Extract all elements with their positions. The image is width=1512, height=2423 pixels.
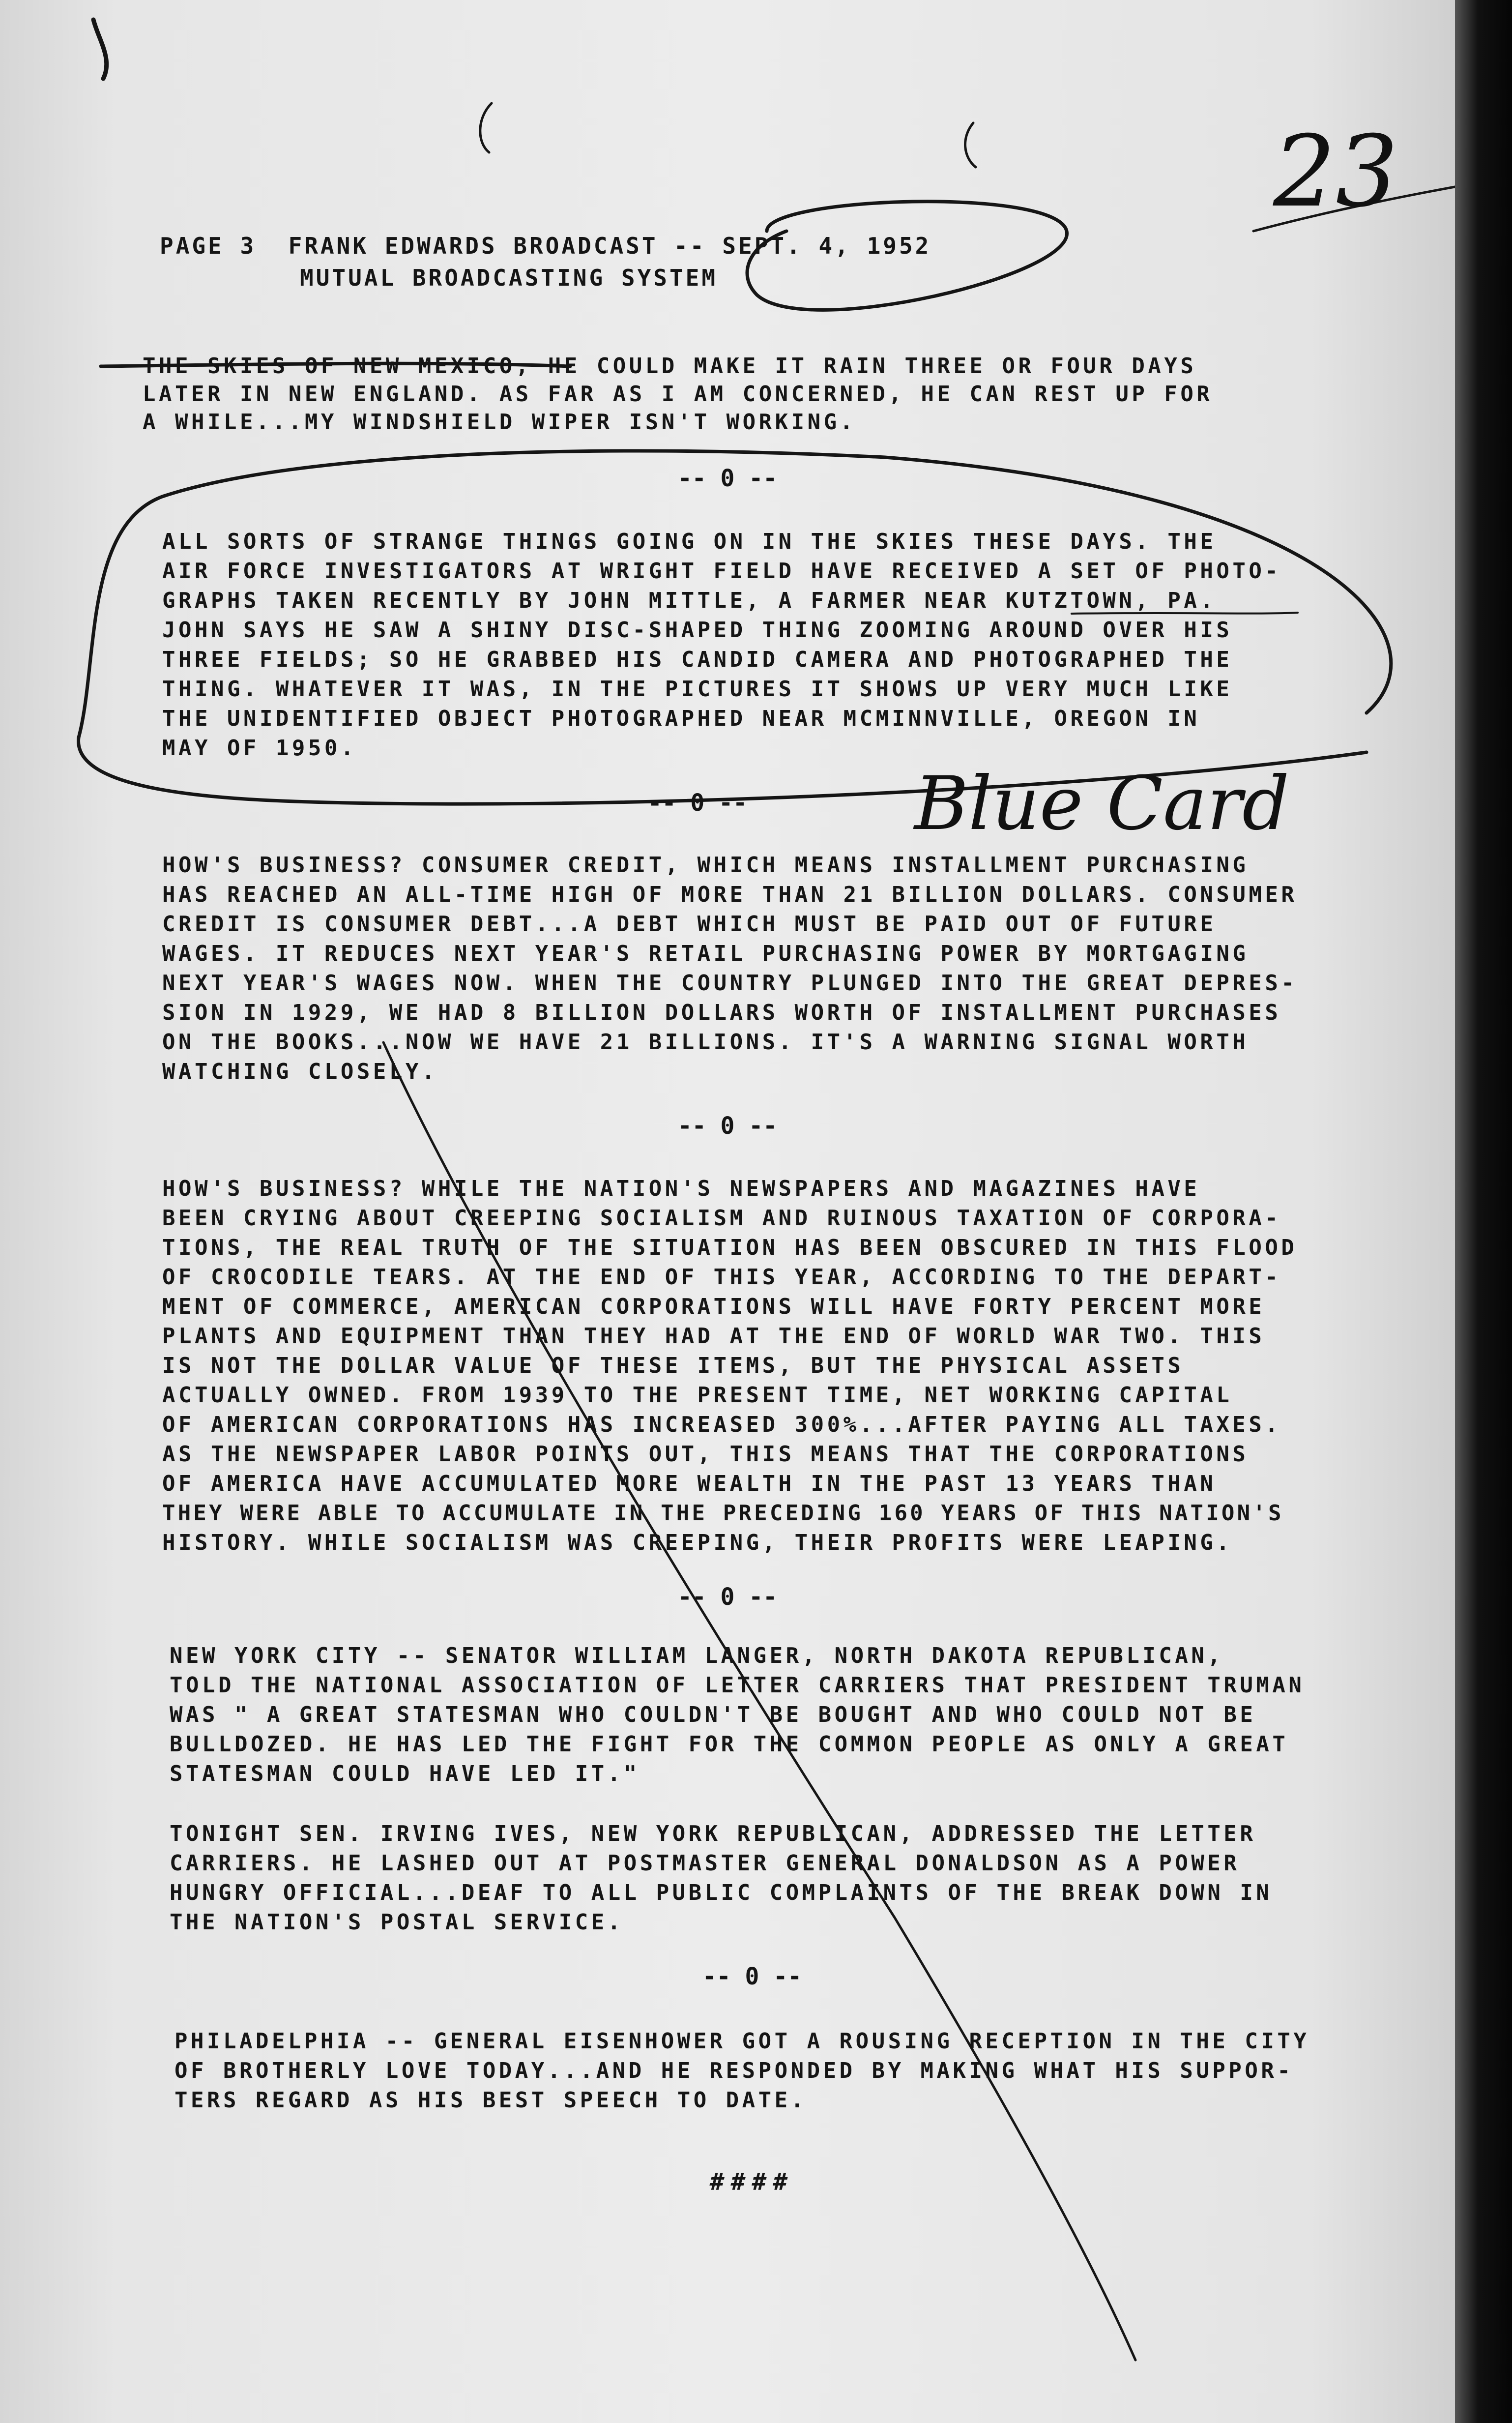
para-4-line-2: WAS " A GREAT STATESMAN WHO COULDN'T BE BOUGHT AND WHO COULD NOT BE [170, 1702, 1256, 1727]
para-2-line-1: HAS REACHED AN ALL-TIME HIGH OF MORE THAN 21 BILLION DOLLARS. CONSUMER [162, 882, 1298, 907]
end-mark: #### [710, 2168, 794, 2196]
para-0-line-1: LATER IN NEW ENGLAND. AS FAR AS I AM CONCERNED, HE CAN REST UP FOR [143, 382, 1213, 407]
para-3-line-8: OF AMERICAN CORPORATIONS HAS INCREASED 300%...AFTER PAYING ALL TAXES. [162, 1412, 1281, 1437]
para-3-line-4: MENT OF COMMERCE, AMERICAN CORPORATIONS WILL HAVE FORTY PERCENT MORE [162, 1294, 1265, 1319]
header-line-1 [160, 231, 931, 261]
page-label: PAGE 3 [160, 233, 257, 259]
para-6-line-1: OF BROTHERLY LOVE TODAY...AND HE RESPONDED BY MAKING WHAT HIS SUPPOR- [174, 2058, 1294, 2083]
para-6-line-0: PHILADELPHIA -- GENERAL EISENHOWER GOT A ROUSING RECEPTION IN THE CITY [174, 2029, 1310, 2054]
para-1-line-7: MAY OF 1950. [162, 736, 357, 761]
para-1-line-1: AIR FORCE INVESTIGATORS AT WRIGHT FIELD HAVE RECEIVED A SET OF PHOTO- [162, 559, 1281, 584]
para-6-line-2: TERS REGARD AS HIS BEST SPEECH TO DATE. [174, 2088, 807, 2113]
separator: -- 0 -- [677, 1583, 778, 1611]
para-2-line-3: WAGES. IT REDUCES NEXT YEAR'S RETAIL PURCHASING POWER BY MORTGAGING [162, 941, 1249, 966]
para-4-line-4: STATESMAN COULD HAVE LED IT." [170, 1761, 640, 1786]
para-3-line-10: OF AMERICA HAVE ACCUMULATED MORE WEALTH IN THE PAST 13 YEARS THAN [162, 1471, 1217, 1496]
para-2-line-2: CREDIT IS CONSUMER DEBT...A DEBT WHICH MUST BE PAID OUT OF FUTURE [162, 912, 1217, 937]
para-4-line-0: NEW YORK CITY -- SENATOR WILLIAM LANGER, NORTH DAKOTA REPUBLICAN, [170, 1643, 1224, 1668]
broadcast-date: SEPT. 4, 1952 [722, 233, 931, 259]
para-2-line-5: SION IN 1929, WE HAD 8 BILLION DOLLARS WORTH OF INSTALLMENT PURCHASES [162, 1000, 1281, 1025]
para-4-line-1: TOLD THE NATIONAL ASSOCIATION OF LETTER CARRIERS THAT PRESIDENT TRUMAN [170, 1673, 1305, 1698]
para-0-line-2: A WHILE...MY WINDSHIELD WIPER ISN'T WORKING. [143, 410, 856, 435]
para-3-line-0: HOW'S BUSINESS? WHILE THE NATION'S NEWSPAPERS AND MAGAZINES HAVE [162, 1176, 1200, 1201]
para-3-line-1: BEEN CRYING ABOUT CREEPING SOCIALISM AND RUINOUS TAXATION OF CORPORA- [162, 1206, 1281, 1231]
handwritten-blue-card: Blue Card [914, 761, 1290, 847]
para-1-line-6: THE UNIDENTIFIED OBJECT PHOTOGRAPHED NEAR MCMINNVILLE, OREGON IN [162, 706, 1200, 731]
broadcast-title: FRANK EDWARDS BROADCAST -- [288, 233, 706, 259]
para-5-line-1: CARRIERS. HE LASHED OUT AT POSTMASTER GENERAL DONALDSON AS A POWER [170, 1851, 1240, 1876]
separator: -- 0 -- [677, 465, 778, 492]
para-1-line-5: THING. WHATEVER IT WAS, IN THE PICTURES IT SHOWS UP VERY MUCH LIKE [162, 677, 1233, 702]
scan-edge [1455, 0, 1512, 2423]
para-1-line-3: JOHN SAYS HE SAW A SHINY DISC-SHAPED THING ZOOMING AROUND OVER HIS [162, 618, 1233, 643]
para-0-line-0: THE SKIES OF NEW MEXICO, HE COULD MAKE IT RAIN THREE OR FOUR DAYS [143, 354, 1197, 379]
separator: -- 0 -- [677, 1112, 778, 1140]
para-1-line-0: ALL SORTS OF STRANGE THINGS GOING ON IN THE SKIES THESE DAYS. THE [162, 529, 1217, 554]
separator: -- 0 -- [702, 1963, 802, 1990]
handwritten-page-number: 23 [1273, 115, 1398, 229]
para-2-line-6: ON THE BOOKS...NOW WE HAVE 21 BILLIONS. IT'S A WARNING SIGNAL WORTH [162, 1030, 1249, 1055]
para-3-line-3: OF CROCODILE TEARS. AT THE END OF THIS YEAR, ACCORDING TO THE DEPART- [162, 1265, 1281, 1290]
para-3-line-5: PLANTS AND EQUIPMENT THAN THEY HAD AT THE END OF WORLD WAR TWO. THIS [162, 1324, 1265, 1349]
para-2-line-4: NEXT YEAR'S WAGES NOW. WHEN THE COUNTRY PLUNGED INTO THE GREAT DEPRES- [162, 971, 1298, 996]
para-2-line-0: HOW'S BUSINESS? CONSUMER CREDIT, WHICH MEANS INSTALLMENT PURCHASING [162, 853, 1249, 878]
para-1-line-4: THREE FIELDS; SO HE GRABBED HIS CANDID CAMERA AND PHOTOGRAPHED THE [162, 647, 1233, 672]
para-4-line-3: BULLDOZED. HE HAS LED THE FIGHT FOR THE COMMON PEOPLE AS ONLY A GREAT [170, 1732, 1289, 1757]
para-5-line-0: TONIGHT SEN. IRVING IVES, NEW YORK REPUBLICAN, ADDRESSED THE LETTER [170, 1821, 1256, 1846]
para-3-line-7: ACTUALLY OWNED. FROM 1939 TO THE PRESENT TIME, NET WORKING CAPITAL [162, 1383, 1233, 1408]
para-3-line-9: AS THE NEWSPAPER LABOR POINTS OUT, THIS MEANS THAT THE CORPORATIONS [162, 1442, 1249, 1467]
para-5-line-3: THE NATION'S POSTAL SERVICE. [170, 1910, 624, 1935]
para-3-line-11: THEY WERE ABLE TO ACCUMULATE IN THE PRECEDING 160 YEARS OF THIS NATION'S [162, 1501, 1284, 1526]
para-3-line-6: IS NOT THE DOLLAR VALUE OF THESE ITEMS, BUT THE PHYSICAL ASSETS [162, 1353, 1184, 1378]
separator: -- 0 -- [647, 789, 747, 817]
para-5-line-2: HUNGRY OFFICIAL...DEAF TO ALL PUBLIC COMPLAINTS OF THE BREAK DOWN IN [170, 1880, 1273, 1905]
para-3-line-12: HISTORY. WHILE SOCIALISM WAS CREEPING, THEIR PROFITS WERE LEAPING. [162, 1530, 1233, 1555]
network-name: MUTUAL BROADCASTING SYSTEM [300, 265, 718, 291]
para-2-line-7: WATCHING CLOSELY. [162, 1059, 438, 1084]
para-3-line-2: TIONS, THE REAL TRUTH OF THE SITUATION HAS BEEN OBSCURED IN THIS FLOOD [162, 1235, 1298, 1260]
para-1-line-2: GRAPHS TAKEN RECENTLY BY JOHN MITTLE, A FARMER NEAR KUTZTOWN, PA. [162, 588, 1217, 613]
